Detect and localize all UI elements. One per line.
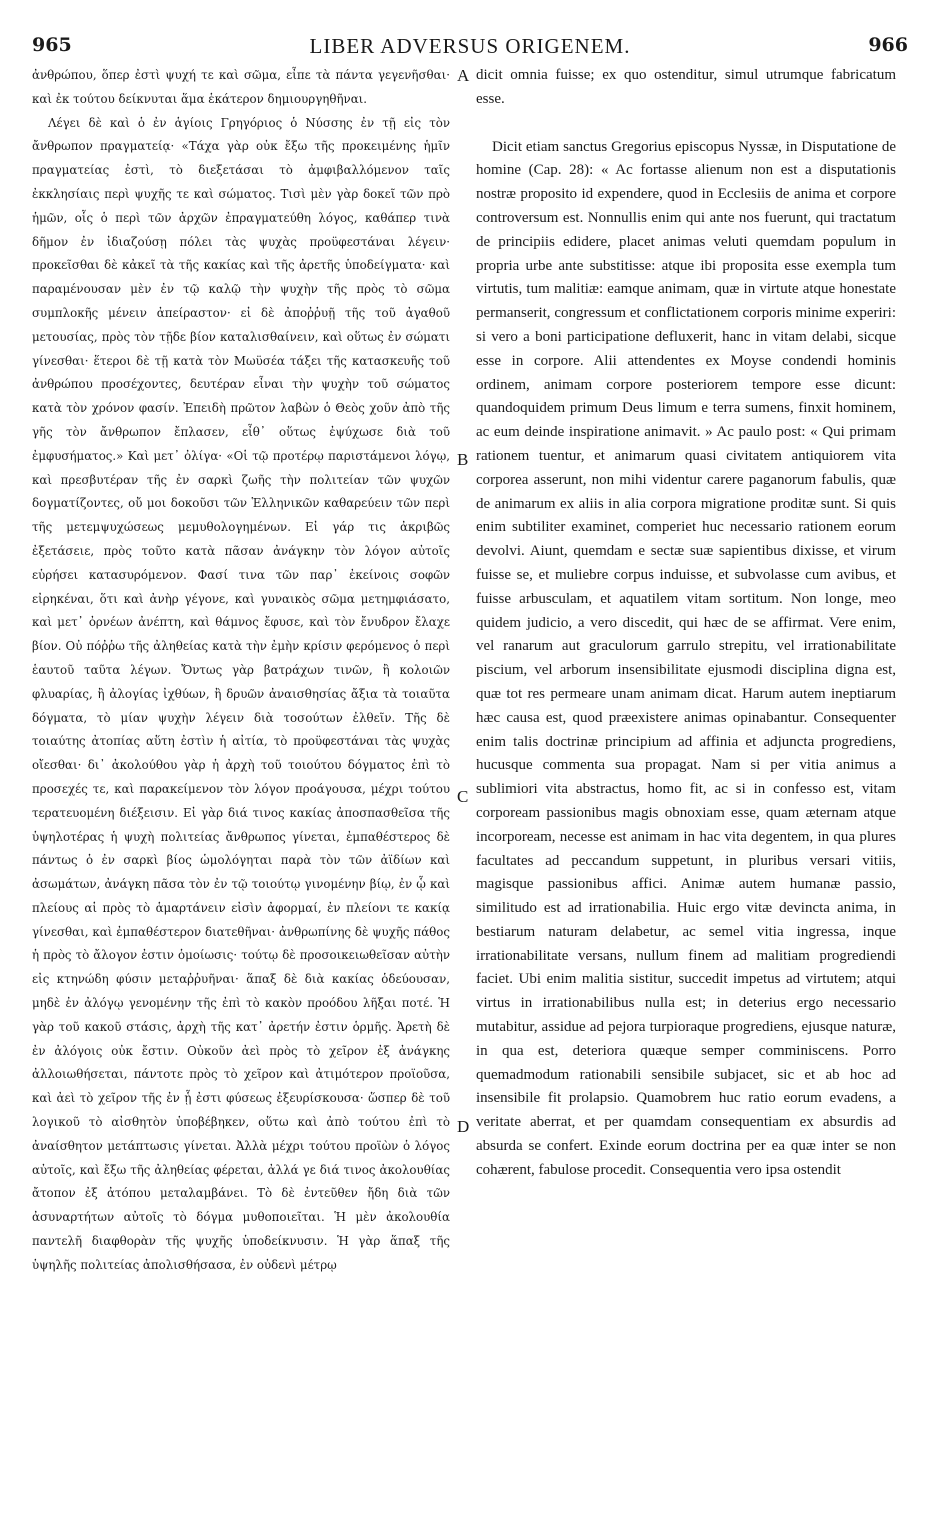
left-column-number: 965 bbox=[32, 34, 72, 56]
greek-paragraph-2: Λέγει δὲ καὶ ὁ ἐν ἁγίοις Γρηγόριος ὁ Νύσσης ἐν τῇ εἰς τὸν ἄνθρωπον πραγματείᾳ· «Τάχα γὰρ οὐκ ἔξω τῆς προκειμένης ἡμῖν πραγματείας ἐστὶ, τὸ διεξετάσαι τὸ ἀμφιβαλλόμενον ταῖς ἐκκλησίαις περὶ ψυχῆς τε καὶ σώματος. Τισὶ μὲν γὰρ δοκεῖ τῶν πρὸ ἡμῶν, οἷς ὁ περὶ τῶν ἀρχῶν ἐπραγματεύθη λόγος, καθάπερ τινὰ δῆμον ἐν ἰδιαζούσῃ πόλει τὰς ψυχὰς προϋφεστάναι λέγειν· προκεῖσθαι δὲ κἀκεῖ τὰ τῆς κακίας καὶ τῆς ἀρετῆς ὑποδείγματα· καὶ παραμένουσαν μὲν ἐν τῷ καλῷ τὴν ψυχὴν τῆς πρὸς τὸ σῶμα συμπλοκῆς μένειν ἀπείραστον· εἰ δὲ ἀποῤῥυῇ τῆς τοῦ ἀγαθοῦ μετουσίας, πρὸς τὸν τῇδε βίον καταλισθαίνειν, καὶ οὕτως ἐν σώματι γίνεσθαι· ἕτεροι δὲ τῇ κατὰ τὸν Μωϋσέα τάξει τῆς κατασκευῆς τοῦ ἀνθρώπου προσέχοντες, δευτέραν εἶναι τὴν ψυχὴν τοῦ σώματος κατὰ τὸν χρόνον φασίν. Ἐπειδὴ πρῶτον λαβὼν ὁ Θεὸς χοῦν ἀπὸ τῆς γῆς τὸν ἄνθρωπον ἔπλασεν, εἶθ᾽ οὕτως ἐψύχωσε διὰ τοῦ ἐμφυσήματος.» Καὶ μετ᾽ ὀλίγα· «Οἱ τῷ προτέρῳ παριστάμενοι λόγῳ, καὶ πρεσβυτέραν τῆς ἐν σαρκὶ ζωῆς τὴν πολιτείαν τῶν ψυχῶν δογματίζοντες, οὔ μοι δοκοῦσι τῶν Ἑλληνικῶν καθαρεύειν τῶν περὶ τῆς μετεμψυχώσεως μεμυθολογημένων. Εἰ γάρ τις ἀκριβῶς ἐξετάσειε, πρὸς τοῦτο κατὰ πᾶσαν ἀνάγκην τὸν λόγον αὐτοῖς εὑρήσει κατασυρόμενον. Φασί τινα τῶν παρ᾽ ἐκείνοις σοφῶν εἰρηκέναι, ὅτι καὶ ἀνὴρ γέγονε, καὶ γυναικὸς σῶμα μετημφιάσατο, καὶ μετ᾽ ὀρνέων ἀνέπτη, καὶ θάμνος ἔφυσε, καὶ τὸν ἔνυδρον ἔλαχε βίον. Οὐ πόῤῥω τῆς ἀληθείας κατὰ τὴν ἐμὴν κρίσιν φερόμενος ὁ περὶ ἑαυτοῦ ταῦτα λέγων. Ὄντως γὰρ βατράχων τινῶν, ἢ κολοιῶν φλυαρίας, ἢ ἀλογίας ἰχθύων, ἢ δρυῶν ἀναισθησίας ἄξια τὰ τοιαῦτα δόγματα, τὸ μίαν ψυχὴν λέγειν διὰ τοσούτων ἐλθεῖν. Τῆς δὲ τοιαύτης ἀτοπίας αὕτη ἐστὶν ἡ αἰτία, τὸ προϋφεστάναι τὰς ψυχὰς οἴεσθαι· δι᾽ ἀκολούθου γὰρ ἡ ἀρχὴ τοῦ τοιούτου δόγματος ἐπὶ τὸ προσεχές τε, καὶ παρακείμενον τὸν λόγον προάγουσα, μέχρι τούτου τερατευομένη διέξεισιν. Εἰ γὰρ διά τινος κακίας ἀποσπασθεῖσα τῆς ὑψηλοτέρας ἡ ψυχὴ πολιτείας ἄνθρωπος γίνεται, ἐμπαθέστερος δὲ πάντως ὁ ἐν σαρκὶ βίος ὡμολόγηται παρὰ τὸν τῶν ἀϊδίων καὶ ἀσωμάτων, ἀνάγκη πᾶσα τὸν ἐν τῷ τοιούτῳ γινομένην βίῳ, ἐν ᾧ καὶ πλείους αἱ πρὸς τὸ ἁμαρτάνειν εἰσὶν ἀφορμαί, ἐν πλείονι τε κακίᾳ γίνεσθαι, καὶ ἐμπαθέστερον διατεθῆναι· ἀνθρωπίνης δὲ ψυχῆς πάθος ἡ πρὸς τὸ ἄλογον ἐστιν ὁμοίωσις· τούτῳ δὲ προσοικειωθεῖσαν αὐτὴν εἰς κτηνώδη φύσιν μεταῤῥυῆναι· ἅπαξ δὲ διὰ κακίας ὁδεύουσαν, μηδὲ ἐν ἀλόγῳ γενομένην τῆς ἐπὶ τὸ κακὸν προόδου λῆξαι ποτέ. Ἡ γὰρ τοῦ κακοῦ στάσις, ἀρχὴ τῆς κατ᾽ ἀρετήν ἐστιν ὁρμῆς. Ἀρετὴ δὲ ἐν ἀλόγοις οὐκ ἔστιν. Οὐκοῦν ἀεὶ πρὸς τὸ χεῖρον ἐξ ἀνάγκης ἀλλοιωθήσεται, πάντοτε πρὸς τὸ χεῖρον καὶ ἀτιμότερον προϊοῦσα, καὶ ἀεὶ τὸ χεῖρον τῆς ἐν ᾗ ἐστι φύσεως ἐξευρίσκουσα· ὥσπερ δὲ τοῦ λογικοῦ τὸ αἰσθητὸν ὑποβέβηκεν, οὕτω καὶ ἀπὸ τούτου ἐπὶ τὸ ἀναίσθητον μετάπτωσις γίνεται. Ἀλλὰ μέχρι τούτου προϊὼν ὁ λόγος αὐτοῖς, καὶ ἔξω τῆς ἀληθείας φέρεται, ἀλλά γε διά τινος ἀκολουθίας ἄτοπον ἐξ ἀτόπου μεταλαμβάνει. Τὸ δὲ ἐντεῦθεν ἤδη διὰ τῶν ἀσυναρτήτων αὐτοῖς τὸ δόγμα μυθοποιεῖται. Ἡ μὲν ἀκολουθία παντελῆ διαφθορὰν τῆς ψυχῆς ὑποδείκνυσιν. Ἡ γὰρ ἅπαξ τῆς ὑψηλῆς πολιτείας ἀπολισθήσασα, ἐν οὐδενὶ μέτρῳ bbox=[32, 115, 450, 1272]
latin-column bbox=[476, 64, 896, 1534]
latin-paragraph-1: dicit omnia fuisse; ex quo ostenditur, simul utrumque fabricatum esse. bbox=[476, 67, 896, 107]
page-header bbox=[32, 34, 908, 60]
latin-paragraph-2: Dicit etiam sanctus Gregorius episcopus Nyssæ, in Disputatione de homine (Cap. 28): « Ac fortasse alienum non est a disputationis nostræ proposito id expendere, quod in Ecclesiis de anima et corpore controversum est. Nonnullis enim qui ante nos fuerunt, qui tractatum de principiis edidere, placet animas veluti quemdam populum in propria urbe ante substitisse: atque ibi proposita esse exempla tum virtutis, tum malitiæ: eamque animam, quæ in virtute atque honestate permanserit, congressum et conflictationem corporis minime experiri: si vero a boni participatione defluxerit, hanc in vitam delabi, sicque esse in corpore. Alii attendentes ex Moyse condendi hominis ordinem, animam corpore posteriorem tempore esse dicunt: quandoquidem primum Deus limum e terra sumens, finxit hominem, ac eum deinde inspiratione animavit. » Ac paulo post: « Qui primam rationem tuentur, et animarum quasi civitatem antiquiorem vita corporea asserunt, non mihi videntur carere paganorum fabulis, quæ de animarum ex aliis in alia corpora migratione proditæ sunt. Si quis enim subtiliter examinet, comperiet huc necessario rationem eorum devolvi. Aiunt, quemdam e sectæ suæ sapientibus dixisse, et virum fuisse se, et muliebre corpus induisse, et subvolasse cum avibus, et fuisse arbusculam, et aquatilem vitam sortitum. Non longe, meo quidem judicio, a vero discedit, qui hæc de se affirmat. Vere enim, vel ranarum aut graculorum garrulo strepitu, vel irrationabilitate piscium, vel arborum insensibilitate ejusmodi disciplina digna est, quæ tot res permeare unam animam dicat. Harum autem ineptiarum hæc causa est, quod præexistere animas opinabantur. Consequenter enim talis doctrinæ principium ad affinia et adjuncta progrediens, hucusque commenta sua propagat. Nam si per vitia animus a sublimiori vita abstractus, homo fit, ac si in confesso est, vitam corpoream passionibus magis obnoxiam esse, quam æternam atque incorpoream, necesse est animam in hac vita degentem, in qua plures facultates ad peccandum suppetunt, in pluribus versari vitiis, magisque passionibus affici. Animæ autem humanæ passio, similitudo est ad irrationabilia. Huic ergo vitæ devincta anima, in bestiarum naturam delabetur, ac semel vitia ingressa, inque irrationabilitate versans, nullum finem ad malitiam progrediendi faciet. Ubi enim malitia sistitur, succedit impetus ad virtutem; atqui virtus in irrationabilibus nulla est; in deterius ergo necessario mutabitur, assidue ad pejora turpioraque progrediens, ejusque naturæ, in qua est, deteriora quæque semper comminiscens. Porro quemadmodum rationabili sensibile subjacet, sic et ab hoc ad insensibile fit prolapsio. Quamobrem huc ratio eorum evadens, a veritate aberrat, et per quamdam consequentiam ex absurdis ad absurda se confert. Exinde eorum doctrina per ea quæ inter se non cohærent, fabulose procedit. Consequentia vero ipsa ostendit bbox=[476, 138, 896, 1178]
greek-column bbox=[32, 64, 450, 1534]
margin-marker-b: B bbox=[457, 450, 469, 469]
margin-marker-c: C bbox=[457, 787, 469, 806]
running-title: LIBER ADVERSUS ORIGENEM. bbox=[309, 34, 631, 58]
greek-paragraph-1: ἀνθρώπου, ὅπερ ἐστὶ ψυχή τε καὶ σῶμα, εἶπε τὰ πάντα γεγενῆσθαι· καὶ ἐκ τούτου δείκνυται ἅμα ἑκάτερον δημιουργηθῆναι. bbox=[32, 68, 450, 106]
right-column-number: 966 bbox=[868, 34, 908, 56]
margin-marker-d: D bbox=[457, 1117, 470, 1136]
margin-marker-a: A bbox=[457, 66, 470, 85]
